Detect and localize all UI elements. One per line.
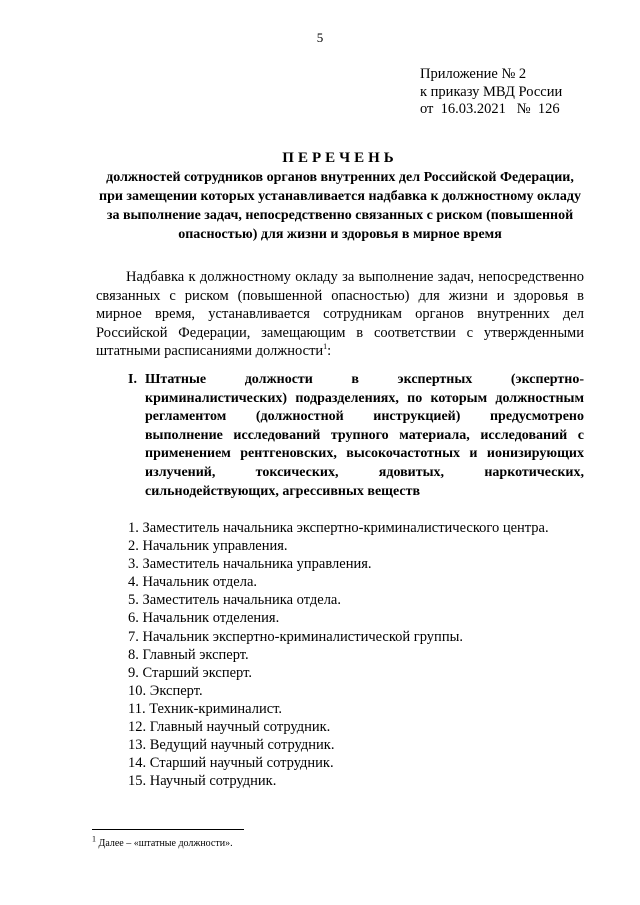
footnote-separator xyxy=(92,829,244,830)
list-item: 14. Старший научный сотрудник. xyxy=(128,755,334,772)
list-item: 6. Начальник отделения. xyxy=(128,610,280,627)
list-item: 12. Главный научный сотрудник. xyxy=(128,719,331,736)
footnote xyxy=(92,834,233,849)
list-item: 5. Заместитель начальника отдела. xyxy=(128,592,341,609)
document-title: ПЕРЕЧЕНЬ xyxy=(282,150,398,166)
list-item: 1. Заместитель начальника экспертно-криминалистического центра. xyxy=(128,520,549,536)
list-item: 15. Научный сотрудник. xyxy=(128,773,277,790)
appendix-line-1: Приложение № 2 xyxy=(420,66,527,82)
list-item: 4. Начальник отдела. xyxy=(128,574,258,591)
section-text: Штатные должности в экспертных (экспертно-криминалистических) подразделениях, по которым должностным регламентом (должностной инструкцией) предусмотрено выполнение исследований трупного материала, исследований с применением рентгеновских, высокочастотных и ионизирующих излучений, токсических, ядовитых, наркотических, сильнодействующих, агрессивных веществ xyxy=(145,372,584,499)
appendix-header xyxy=(420,66,562,119)
footnote-reference: 1 xyxy=(323,342,328,352)
list-item: 13. Ведущий научный сотрудник. xyxy=(128,737,335,754)
footnote-mark: 1 xyxy=(92,834,96,844)
section-number: I. xyxy=(128,372,137,387)
page-number: 5 xyxy=(316,30,324,45)
list-item: 11. Техник-криминалист. xyxy=(128,700,283,717)
list-item: 2. Начальник управления. xyxy=(128,538,288,555)
list-item: 10. Эксперт. xyxy=(128,682,203,699)
section-heading xyxy=(128,371,584,501)
document-subtitle: должностей сотрудников органов внутренних дел Российской Федерации, при замещении которых устанавливается надбавка к должностному окладу за выполнение задач, непосредственно связанных с риском (повышенной опасностью) для жизни и здоровья в мирное время xyxy=(99,170,581,242)
intro-text: Надбавка к должностному окладу за выполнение задач, непосредственно связанных с риском (повышенной опасностью) для жизни и здоровья в мирное время, устанавливается сотрудникам органов внутренних дел Российской Федерации, замещающим в соответствии с утвержденными штатными расписаниями должности xyxy=(96,269,584,360)
list-item: 9. Старший эксперт. xyxy=(128,664,252,681)
appendix-line-2: к приказу МВД России xyxy=(420,83,563,100)
positions-list xyxy=(128,519,588,790)
list-item: 8. Главный эксперт. xyxy=(128,646,249,663)
intro-paragraph xyxy=(96,268,584,361)
intro-tail: : xyxy=(327,343,332,360)
footnote-text: Далее – «штатные должности». xyxy=(96,838,233,849)
list-item: 3. Заместитель начальника управления. xyxy=(128,556,372,573)
appendix-line-3: от 16.03.2021 № 126 xyxy=(420,101,560,117)
list-item: 7. Начальник экспертно-криминалистической группы. xyxy=(128,628,463,645)
